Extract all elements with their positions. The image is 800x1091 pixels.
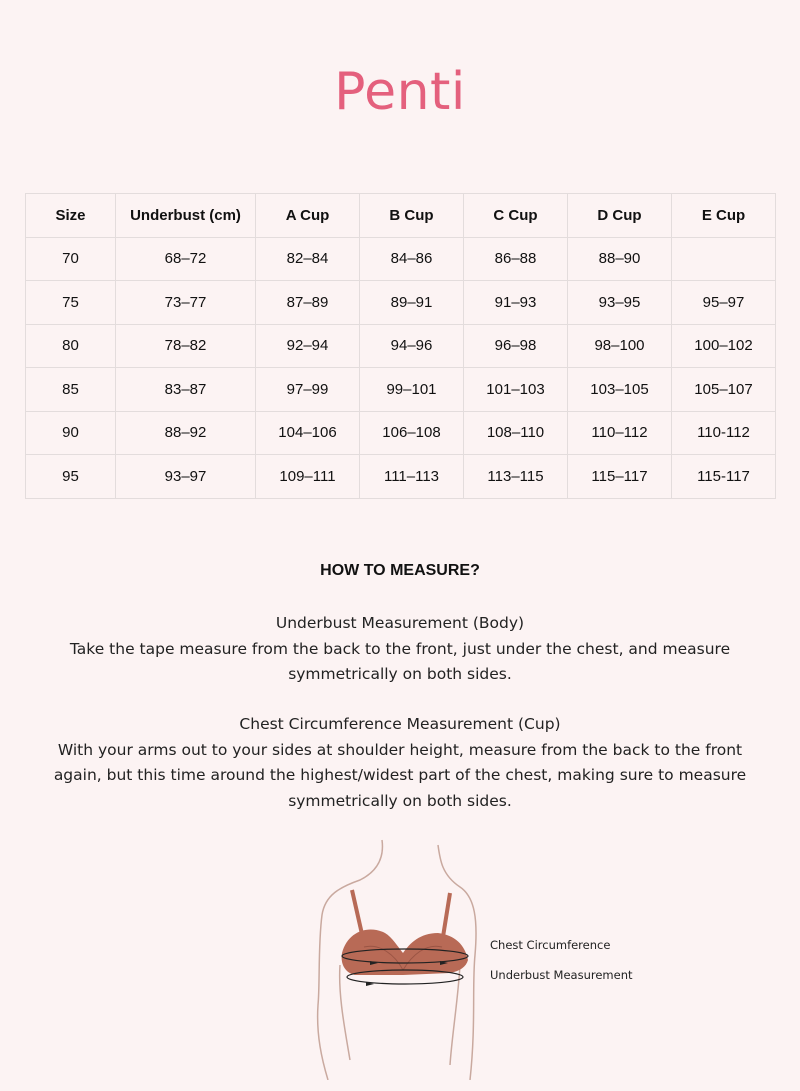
table-cell: 78–82 [116, 324, 256, 368]
chest-instructions [40, 712, 760, 814]
header-cell: B Cup [360, 194, 464, 238]
table-cell: 115–117 [568, 455, 672, 499]
table-row [26, 237, 776, 281]
table-cell: 93–95 [568, 281, 672, 325]
table-cell: 93–97 [116, 455, 256, 499]
header-cell: Size [26, 194, 116, 238]
table-cell: 68–72 [116, 237, 256, 281]
size-table [25, 193, 776, 499]
underbust-title: Underbust Measurement (Body) [275, 614, 525, 632]
table-cell: 100–102 [672, 324, 776, 368]
table-row [26, 455, 776, 499]
table-cell: 91–93 [464, 281, 568, 325]
bra-cups [342, 929, 468, 975]
chest-title: Chest Circumference Measurement (Cup) [239, 715, 561, 733]
table-cell: 109–111 [256, 455, 360, 499]
table-cell: 73–77 [116, 281, 256, 325]
bra-measurement-illustration [300, 835, 500, 1080]
table-cell: 110-112 [672, 411, 776, 455]
how-to-measure-title: HOW TO MEASURE? [320, 562, 480, 579]
table-row [26, 324, 776, 368]
table-cell: 95–97 [672, 281, 776, 325]
table-row [26, 368, 776, 412]
table-cell: 111–113 [360, 455, 464, 499]
chest-text: With your arms out to your sides at shoulder height, measure from the back to the front again, but this time around the highest/widest part of the chest, making sure to measure symmetrically on both sides. [53, 740, 747, 810]
table-cell: 96–98 [464, 324, 568, 368]
table-cell: 84–86 [360, 237, 464, 281]
table-cell: 101–103 [464, 368, 568, 412]
brand-logo: Penti [334, 62, 466, 122]
table-cell: 113–115 [464, 455, 568, 499]
table-cell: 70 [26, 237, 116, 281]
table-cell: 92–94 [256, 324, 360, 368]
underbust-instructions [40, 611, 760, 688]
table-row [26, 411, 776, 455]
header-cell: E Cup [672, 194, 776, 238]
table-cell: 110–112 [568, 411, 672, 455]
table-row [26, 281, 776, 325]
table-cell: 80 [26, 324, 116, 368]
table-cell: 95 [26, 455, 116, 499]
table-cell: 105–107 [672, 368, 776, 412]
header-cell: D Cup [568, 194, 672, 238]
table-cell: 88–92 [116, 411, 256, 455]
chest-circumference-label: Chest Circumference [490, 938, 611, 952]
table-cell: 83–87 [116, 368, 256, 412]
table-cell: 90 [26, 411, 116, 455]
table-header-row [26, 194, 776, 238]
table-cell: 115-117 [672, 455, 776, 499]
table-cell: 85 [26, 368, 116, 412]
table-cell: 86–88 [464, 237, 568, 281]
table-cell [672, 237, 776, 281]
table-cell: 99–101 [360, 368, 464, 412]
table-cell: 75 [26, 281, 116, 325]
table-cell: 97–99 [256, 368, 360, 412]
table-cell: 103–105 [568, 368, 672, 412]
underbust-text: Take the tape measure from the back to the front, just under the chest, and measure symmetrically on both sides. [69, 639, 731, 683]
table-cell: 106–108 [360, 411, 464, 455]
table-cell: 89–91 [360, 281, 464, 325]
table-cell: 88–90 [568, 237, 672, 281]
table-cell: 104–106 [256, 411, 360, 455]
header-cell: Underbust (cm) [116, 194, 256, 238]
table-cell: 98–100 [568, 324, 672, 368]
table-cell: 87–89 [256, 281, 360, 325]
table-cell: 94–96 [360, 324, 464, 368]
underbust-measurement-label: Underbust Measurement [490, 968, 633, 982]
table-cell: 108–110 [464, 411, 568, 455]
header-cell: C Cup [464, 194, 568, 238]
table-cell: 82–84 [256, 237, 360, 281]
header-cell: A Cup [256, 194, 360, 238]
